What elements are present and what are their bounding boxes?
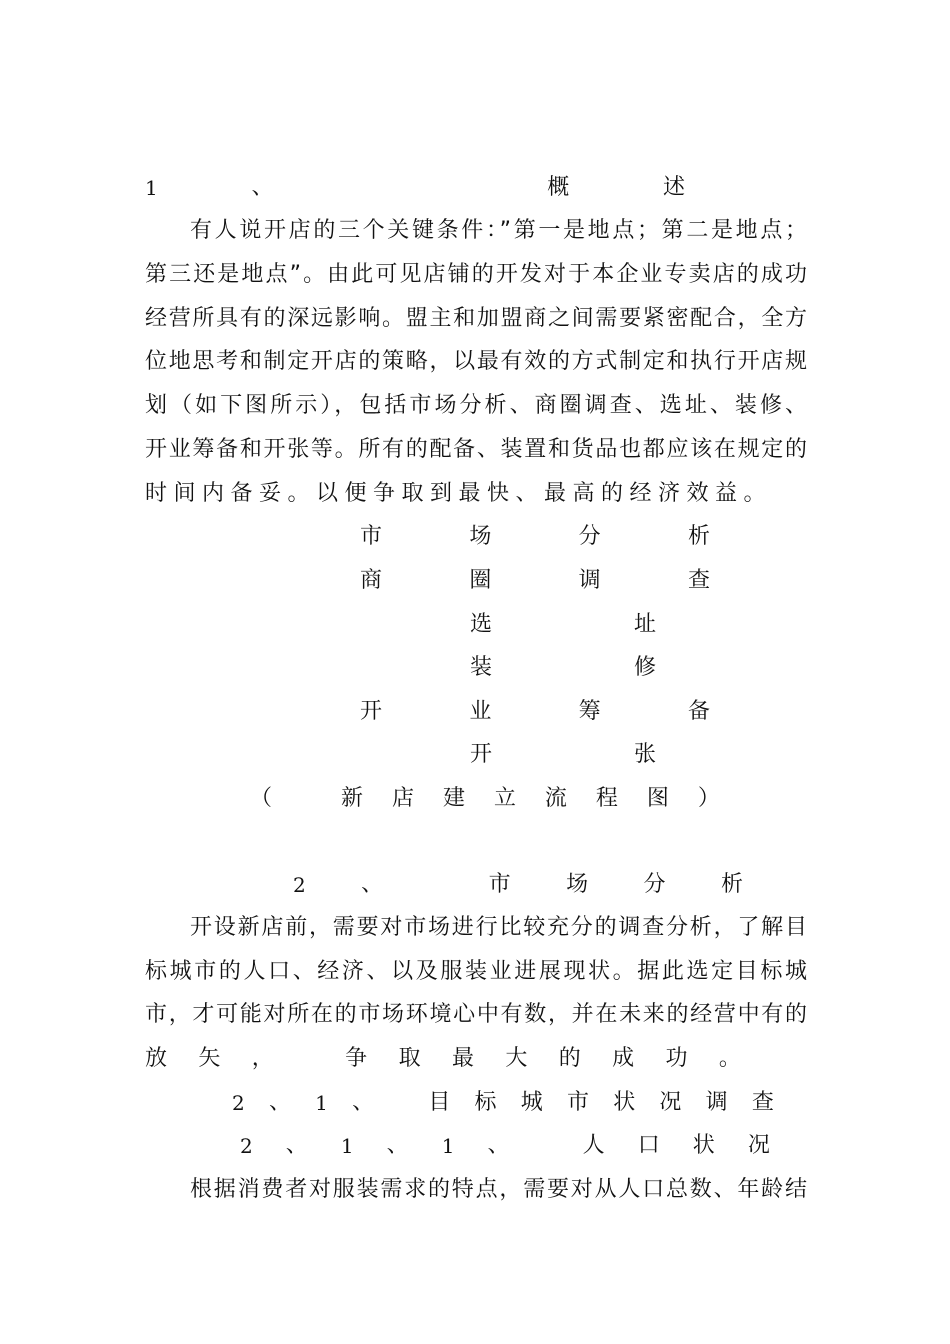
- flow-step-opening-preparation: [360, 697, 710, 727]
- section-1-heading: [145, 173, 685, 203]
- heading-number: 1: [315, 1091, 328, 1115]
- flow-step-site-selection: [470, 610, 656, 640]
- heading-separator: 、: [352, 1090, 375, 1115]
- paragraph-line: [145, 1044, 741, 1074]
- flow-char: 修: [633, 655, 656, 680]
- flow-char: 市: [360, 524, 383, 549]
- flow-char: 开: [360, 699, 383, 724]
- spaced-char: 最: [451, 1046, 474, 1071]
- spaced-char: 功: [665, 1046, 688, 1071]
- heading-separator: 、: [285, 1133, 308, 1158]
- paragraph-line: 标城市的人口、经济、以及服装业进展现状。据此选定目标城: [145, 959, 807, 984]
- flow-char: 筹: [578, 699, 601, 724]
- spaced-char: 的: [558, 1046, 581, 1071]
- flow-char: 开: [470, 742, 493, 767]
- heading-char: 分: [643, 872, 666, 897]
- flow-step-market-analysis: [360, 522, 710, 552]
- spaced-char: 放: [145, 1046, 168, 1071]
- heading-char: 状: [692, 1133, 715, 1158]
- spaced-char: 取: [398, 1046, 421, 1071]
- paragraph-line: 有人说开店的三个关键条件：”第一是地点；第二是地点；: [190, 218, 807, 243]
- heading-number: 2: [240, 1134, 253, 1158]
- caption-char: 程: [595, 786, 618, 811]
- heading-char: 市: [488, 872, 511, 897]
- heading-number: 1: [340, 1134, 354, 1158]
- heading-char: 场: [566, 872, 589, 897]
- flow-char: 商: [360, 568, 383, 593]
- caption-char: 店: [391, 786, 414, 811]
- paragraph-line: 市，才可能对所在的市场环境心中有数，并在未来的经营中有的: [145, 1002, 807, 1027]
- flow-char: 调: [578, 568, 601, 593]
- heading-char: 况: [659, 1090, 682, 1115]
- caption-char: 图: [646, 786, 669, 811]
- flow-char: 业: [469, 699, 492, 724]
- heading-char: 况: [747, 1133, 770, 1158]
- heading-char: 目: [428, 1090, 451, 1115]
- flow-char: 圈: [469, 568, 492, 593]
- flow-step-grand-opening: [470, 740, 656, 770]
- spaced-char: 争: [345, 1046, 368, 1071]
- heading-char: 口: [637, 1133, 660, 1158]
- flow-char: 选: [470, 612, 493, 637]
- spaced-char: 大: [505, 1046, 528, 1071]
- spaced-char: 。: [718, 1046, 741, 1071]
- flow-char: 装: [470, 655, 493, 680]
- heading-separator: 、: [487, 1133, 510, 1158]
- heading-char: 状: [613, 1090, 636, 1115]
- heading-separator: 、: [251, 175, 274, 200]
- heading-number: 2: [232, 1091, 245, 1115]
- spaced-char: 矢: [198, 1046, 221, 1071]
- heading-number: 1: [145, 176, 158, 200]
- paragraph-line: 开设新店前，需要对市场进行比较充分的调查分析，了解目: [190, 915, 807, 940]
- caption-char: 新: [340, 786, 363, 811]
- heading-char: 标: [474, 1090, 497, 1115]
- heading-char: 述: [662, 175, 685, 200]
- paragraph-line: 经营所具有的深远影响。盟主和加盟商之间需要紧密配合，全方: [145, 306, 807, 331]
- paragraph-line: 时间内备妥。以便争取到最快、最高的经济效益。: [145, 481, 773, 506]
- paragraph-line: 第三还是地点”。由此可见店铺的开发对于本企业专卖店的成功: [145, 262, 807, 287]
- caption-char: （: [250, 786, 273, 811]
- caption-char: 建: [442, 786, 465, 811]
- flow-char: 场: [469, 524, 492, 549]
- paragraph-line: 根据消费者对服装需求的特点，需要对从人口总数、年龄结: [190, 1177, 807, 1202]
- spaced-char: ，: [251, 1046, 274, 1071]
- flow-char: 址: [633, 612, 656, 637]
- paragraph-line: 划（如下图所示），包括市场分析、商圈调查、选址、装修、: [145, 393, 807, 418]
- flow-char: 分: [578, 524, 601, 549]
- spaced-char: 成: [612, 1046, 635, 1071]
- caption-char: ）: [697, 786, 720, 811]
- heading-char: 概: [547, 175, 570, 200]
- heading-separator: 、: [386, 1133, 409, 1158]
- paragraph-line: 位地思考和制定开店的策略，以最有效的方式制定和执行开店规: [145, 349, 807, 374]
- caption-char: 立: [493, 786, 516, 811]
- sub-heading-2-1: [232, 1088, 774, 1118]
- heading-char: 城: [520, 1090, 543, 1115]
- heading-separator: 、: [268, 1090, 291, 1115]
- flow-char: 析: [687, 524, 710, 549]
- heading-char: 析: [720, 872, 743, 897]
- heading-separator: 、: [361, 872, 384, 897]
- heading-char: 调: [705, 1090, 728, 1115]
- caption-char: 流: [544, 786, 567, 811]
- flow-char: 查: [687, 568, 710, 593]
- heading-number: 2: [293, 873, 306, 897]
- flow-step-trade-area-survey: [360, 566, 710, 596]
- heading-char: 市: [566, 1090, 589, 1115]
- flow-step-decoration: [470, 653, 656, 683]
- sub-heading-2-1-1: [240, 1131, 770, 1161]
- heading-char: 人: [582, 1133, 605, 1158]
- section-2-heading: [293, 870, 743, 900]
- flow-char: 张: [633, 742, 656, 767]
- flow-caption: [250, 784, 720, 814]
- heading-char: 查: [751, 1090, 774, 1115]
- paragraph-line: 开业筹备和开张等。所有的配备、装置和货品也都应该在规定的: [145, 437, 807, 462]
- heading-number: 1: [441, 1134, 455, 1158]
- flow-char: 备: [687, 699, 710, 724]
